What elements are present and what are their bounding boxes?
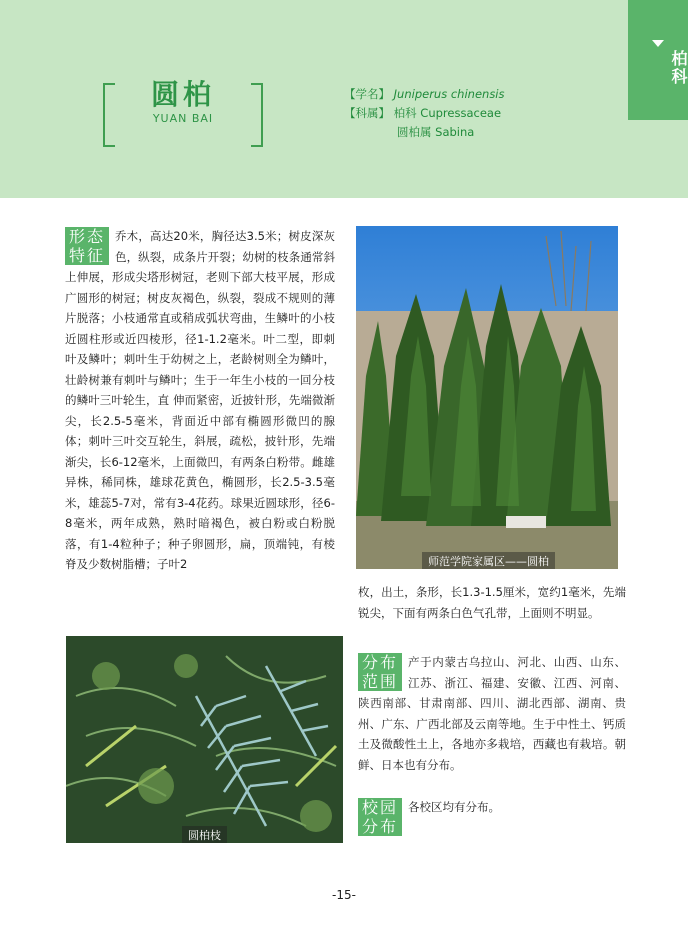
campus-tag [358,798,402,836]
morphology-section [65,226,335,575]
page-title: 圆柏 [150,78,215,111]
campus-text: 各校区均有分布。 [408,800,500,814]
page-number: -15- [332,888,356,902]
genus-name: 圆柏属 Sabina [397,125,475,139]
distribution-text: 产于内蒙古乌拉山、河北、山西、山东、江苏、浙江、福建、安徽、江西、河南、陕西南部、甘肃南部、四川、湖北西部、湖南、贵州、广东、广西北部及云南等地。生于中性土、钙质土及微酸性土上，各地亦多栽培，西藏也有栽培。朝鲜、日本也有分布。 [358,655,626,772]
distribution-section [358,652,626,775]
trees-photo-caption: 师范学院家属区——圆柏 [422,552,555,569]
family-tab[interactable] [628,0,688,120]
genus-row [344,123,505,142]
morphology-tag [65,227,109,265]
morphology-text: 乔木，高达20米，胸径达3.5米；树皮深灰色，纵裂，成条片开裂；幼树的枝条通常斜上伸展，形成尖塔形树冠，老则下部大枝平展，形成广圆形的树冠；树皮灰褐色，纵裂，裂成不规则的薄片脱落；小枝通常直或稍成弧状弯曲，生鳞叶的小枝近圆柱形或近四棱形，径1-1.2毫米。叶二型，即刺叶及鳞叶；刺叶生于幼树之上，老龄树则全为鳞叶，壮龄树兼有刺叶与鳞叶；生于一年生小枝的一回分枝的鳞叶三叶轮生，直 伸而紧密，近披针形，先端微渐尖，长2.5-5毫米，背面近中部有椭圆形微凹的腺体；刺叶三叶交互轮生，斜展，疏松，披针形，先端渐尖，长6-12毫米，上面微凹，有两条白粉带。雌雄异株，稀同株，雄球花黄色，椭圆形，长2.5-3.5毫米，雄蕊5-7对，常有3-4花药。球果近圆球形，径6-8毫米，两年成熟，熟时暗褐色，被白粉或白粉脱落，有1-4粒种子；种子卵圆形，扁，顶端钝，有棱脊及少数树脂槽；子叶2 [65,229,335,571]
family-tab-label: 柏科 [669,50,688,86]
triangle-down-icon [652,40,664,47]
scientific-name: Juniperus chinensis [393,87,505,101]
juniper-trees-image [356,226,618,569]
family-row [344,104,505,123]
juniper-branch-image [66,636,343,843]
campus-tag-line2: 分布 [361,817,398,836]
morphology-tag-line1: 形态 [68,227,105,246]
morphology-continuation [358,582,626,623]
distribution-tag-line2: 范围 [361,672,398,691]
morphology-continuation-text: 枚，出土，条形，长1.3-1.5厘米，宽约1毫米，先端锐尖，下面有两条白色气孔带，上面则不明显。 [358,585,626,620]
family-label: 【科属】 [344,106,390,120]
page-title-pinyin: YUAN BAI [152,112,214,125]
scientific-info [344,85,505,142]
campus-tag-line1: 校园 [361,798,398,817]
branch-photo-caption: 圆柏枝 [182,826,227,843]
trees-photo [356,226,618,569]
title-box [103,78,263,145]
scientific-name-label: 【学名】 [344,87,390,101]
distribution-tag [358,653,402,691]
scientific-name-row [344,85,505,104]
morphology-tag-line2: 特征 [68,246,105,265]
campus-section [358,797,626,838]
distribution-tag-line1: 分布 [361,653,398,672]
branch-photo [66,636,343,843]
family-name: 柏科 Cupressaceae [393,106,502,120]
